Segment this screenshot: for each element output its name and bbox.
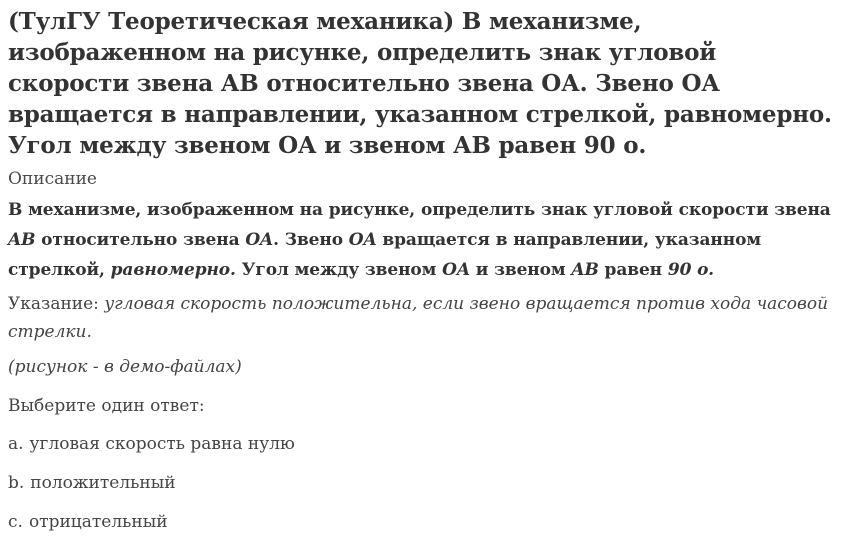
description-text: [8, 195, 839, 285]
description-part: равен: [598, 260, 668, 280]
description-italic-oa: OA: [245, 230, 274, 250]
answer-option-b[interactable]: [8, 472, 839, 494]
answer-options: [8, 433, 839, 533]
option-letter: c.: [8, 512, 23, 532]
description-part: вращается в направлении, указанном стрелкой,: [8, 230, 761, 280]
figure-note: (рисунок - в демо-файлах): [8, 357, 242, 377]
description-label: Описание: [8, 169, 97, 189]
description-italic-ab: AB: [571, 260, 599, 280]
option-letter: a.: [8, 434, 24, 454]
hint-block: [8, 290, 839, 346]
description-italic-uniform: равномерно.: [110, 260, 236, 280]
answer-option-c[interactable]: [8, 511, 839, 533]
description-part: относительно звена: [35, 230, 246, 250]
description-part: В механизме, изображенном на рисунке, определить знак угловой скорости звена: [8, 200, 831, 220]
description-italic-angle: 90 o.: [667, 260, 714, 280]
option-text: угловая скорость равна нулю: [29, 434, 295, 454]
answer-option-a[interactable]: [8, 433, 839, 455]
description-italic-oa: OA: [442, 260, 470, 280]
description-part: и звеном: [469, 260, 572, 280]
option-text: положительный: [30, 473, 176, 493]
description-part: Угол между звеном: [235, 260, 443, 280]
answer-prompt: Выберите один ответ:: [8, 396, 205, 416]
question-title: (ТулГУ Теоретическая механика) В механизме, изображенном на рисунке, определить знак угловой скорости звена АВ относительно звена ОА. Звено ОА вращается в направлении, указанном стрелкой, равномерно. Угол между звеном ОА и звеном АВ равен 90 о.: [8, 8, 832, 159]
option-text: отрицательный: [28, 512, 168, 532]
hint-text: угловая скорость положительна, если звено вращается против хода часовой стрелки.: [8, 294, 829, 342]
description-italic-oa: OA: [348, 230, 377, 250]
description-italic-ab: AB: [8, 230, 36, 250]
hint-label: Указание:: [8, 294, 99, 314]
option-letter: b.: [8, 473, 25, 493]
description-part: . Звено: [273, 230, 349, 250]
